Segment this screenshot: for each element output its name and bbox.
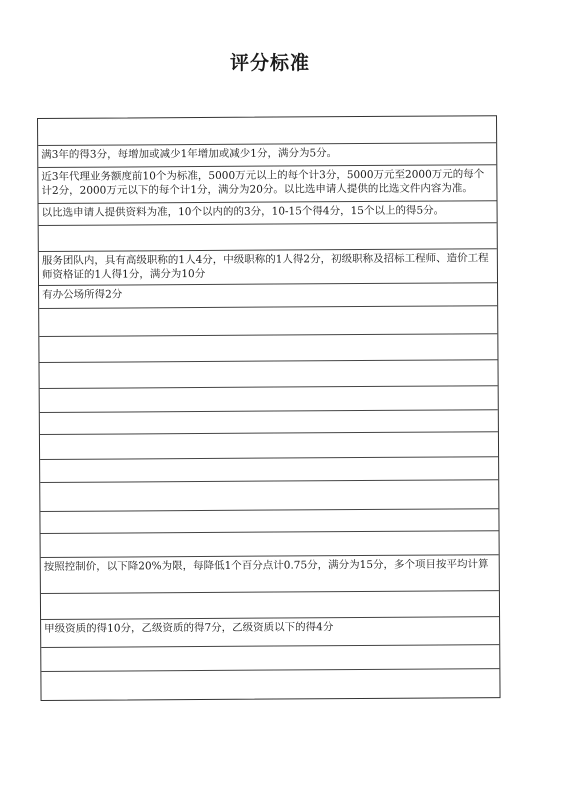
table-row — [41, 590, 499, 619]
table-row — [40, 508, 498, 533]
table-row — [39, 222, 497, 251]
table-row — [40, 479, 498, 511]
table-row: 有办公场所得2分 — [39, 282, 497, 308]
table-row — [41, 644, 499, 671]
table-row — [40, 456, 498, 482]
table-row — [39, 359, 497, 388]
table-row: 以比选申请人提供资料为准，10个以内的的3分，10-15个得4分，15个以上的得5分。 — [39, 200, 497, 225]
table-row — [41, 668, 499, 700]
page-title: 评分标准 — [229, 52, 310, 74]
scoring-criteria-table — [37, 115, 501, 701]
table-row: 甲级资质的得10分，乙级资质的得7分，乙级资质以下的得4分 — [41, 616, 499, 647]
table-row: 近3年代理业务额度前10个为标准，5000万元以上的每个计3分，5000万元至2000万元的每个计2分，2000万元以下的每个计1分，满分为20分。以比选申请人提供的比选文件内容为准。 — [38, 164, 496, 203]
table-row — [38, 116, 496, 145]
table-row — [40, 431, 498, 459]
table-row — [40, 409, 498, 434]
table-row — [40, 385, 498, 412]
table-row: 满3年的得3分，每增加或减少1年增加或减少1分，满分为5分。 — [38, 142, 496, 167]
table-row: 服务团队内，具有高级职称的1人4分，中级职称的1人得2分，初级职称及招标工程师、造价工程师资格证的1人得1分，满分为10分 — [39, 248, 497, 285]
table-row — [39, 305, 497, 336]
table-row — [41, 530, 499, 557]
table-row: 按照控制价，以下降20%为限，每降低1个百分点计0.75分，满分为15分，多个项目按平均计算 — [41, 554, 499, 593]
table-row — [39, 333, 497, 362]
